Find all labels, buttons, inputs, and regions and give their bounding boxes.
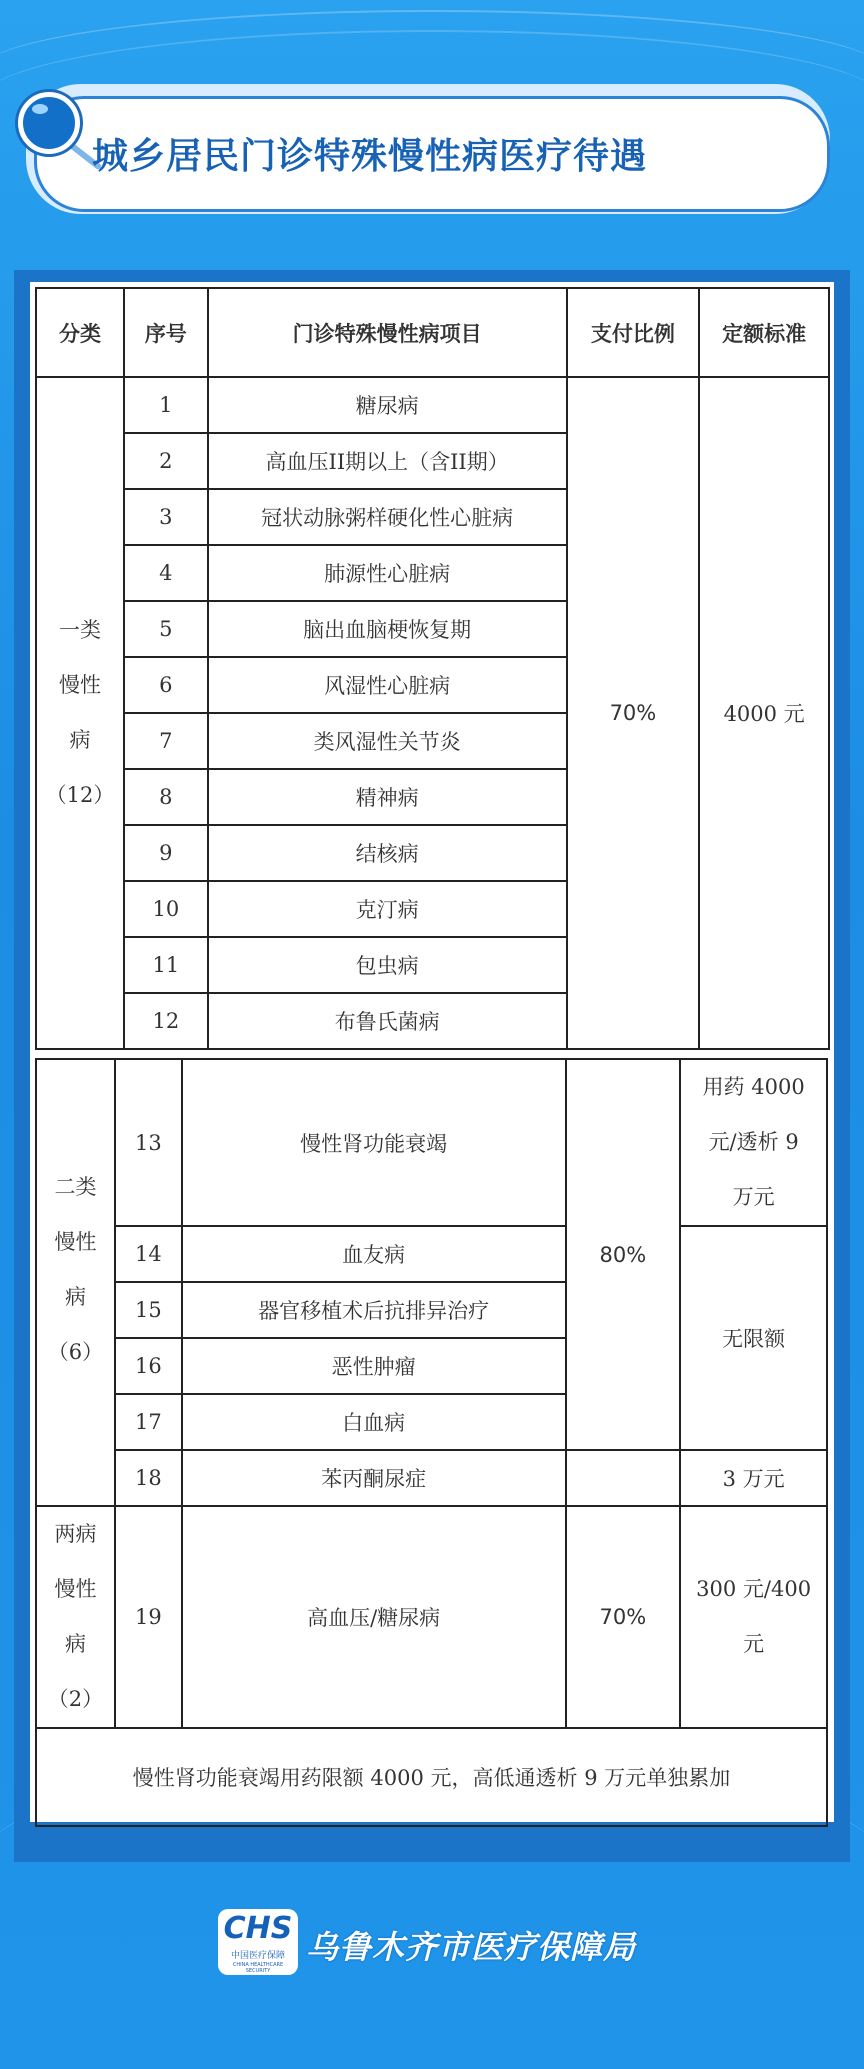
header-item: 门诊特殊慢性病项目 (208, 288, 567, 377)
row-number: 6 (124, 657, 208, 713)
row-number: 7 (124, 713, 208, 769)
group2-label: 二类 慢性 病 （6） (36, 1059, 115, 1506)
row-number: 9 (124, 825, 208, 881)
row-number: 18 (115, 1450, 182, 1506)
row-item: 包虫病 (208, 937, 567, 993)
chs-logo-subtitle: 中国医疗保障 (230, 1951, 285, 1961)
benefits-table-part2 (35, 1058, 828, 1827)
chs-logo-subtitle-en: CHINA HEALTHCARE SECURITY (232, 1962, 284, 1974)
row-item: 慢性肾功能衰竭 (182, 1059, 566, 1226)
group3-ratio: 70% (566, 1506, 681, 1728)
row-number: 11 (124, 937, 208, 993)
group2-quota-unlimited: 无限额 (680, 1226, 827, 1450)
row-item: 肺源性心脏病 (208, 545, 567, 601)
row-item: 结核病 (208, 825, 567, 881)
table-row (36, 1506, 827, 1728)
group2-quota-13: 用药 4000 元/透析 9 万元 (680, 1059, 827, 1226)
group3-label: 两病 慢性 病 （2） (36, 1506, 115, 1728)
header-category: 分类 (36, 288, 124, 377)
group2-ratio-18 (566, 1450, 681, 1506)
row-item: 冠状动脉粥样硬化性心脏病 (208, 489, 567, 545)
row-item: 苯丙酮尿症 (182, 1450, 566, 1506)
group2-ratio: 80% (566, 1059, 681, 1450)
row-number: 1 (124, 377, 208, 433)
group1-quota: 4000 元 (699, 377, 829, 1049)
table-row (36, 1226, 827, 1282)
row-number: 15 (115, 1282, 182, 1338)
row-item: 精神病 (208, 769, 567, 825)
group1-label: 一类 慢性 病 （12） (36, 377, 124, 1049)
row-number: 4 (124, 545, 208, 601)
row-number: 16 (115, 1338, 182, 1394)
row-number: 14 (115, 1226, 182, 1282)
row-number: 2 (124, 433, 208, 489)
table-note: 慢性肾功能衰竭用药限额 4000 元，高低通透析 9 万元单独累加 (36, 1728, 827, 1826)
header-number: 序号 (124, 288, 208, 377)
row-item: 克汀病 (208, 881, 567, 937)
table-row (36, 1450, 827, 1506)
row-item: 恶性肿瘤 (182, 1338, 566, 1394)
group3-quota: 300 元/400 元 (680, 1506, 827, 1728)
header-quota: 定额标准 (699, 288, 829, 377)
row-item: 脑出血脑梗恢复期 (208, 601, 567, 657)
table-row (36, 377, 829, 433)
agency-name: 乌鲁木齐市医疗保障局 (306, 1928, 637, 1966)
row-number: 19 (115, 1506, 182, 1728)
row-item: 高血压/糖尿病 (182, 1506, 566, 1728)
table-header-row (36, 288, 829, 377)
header-ratio: 支付比例 (567, 288, 700, 377)
group1-ratio: 70% (567, 377, 700, 1049)
row-number: 10 (124, 881, 208, 937)
benefits-table-part1 (35, 287, 830, 1050)
chs-logo-mark: CHS (223, 1911, 293, 1946)
table-note-row (36, 1728, 827, 1826)
group2-quota-18: 3 万元 (680, 1450, 827, 1506)
row-item: 布鲁氏菌病 (208, 993, 567, 1049)
row-number: 13 (115, 1059, 182, 1226)
page-title: 城乡居民门诊特殊慢性病医疗待遇 (92, 136, 648, 177)
row-item: 器官移植术后抗排异治疗 (182, 1282, 566, 1338)
row-number: 17 (115, 1394, 182, 1450)
row-number: 3 (124, 489, 208, 545)
row-item: 类风湿性关节炎 (208, 713, 567, 769)
pin-icon (18, 92, 80, 154)
table-row (36, 1059, 827, 1226)
row-item: 糖尿病 (208, 377, 567, 433)
row-number: 8 (124, 769, 208, 825)
row-item: 白血病 (182, 1394, 566, 1450)
pin-icon-highlight (32, 104, 48, 114)
row-item: 风湿性心脏病 (208, 657, 567, 713)
row-number: 5 (124, 601, 208, 657)
row-item: 高血压II期以上（含II期） (208, 433, 567, 489)
row-number: 12 (124, 993, 208, 1049)
row-item: 血友病 (182, 1226, 566, 1282)
